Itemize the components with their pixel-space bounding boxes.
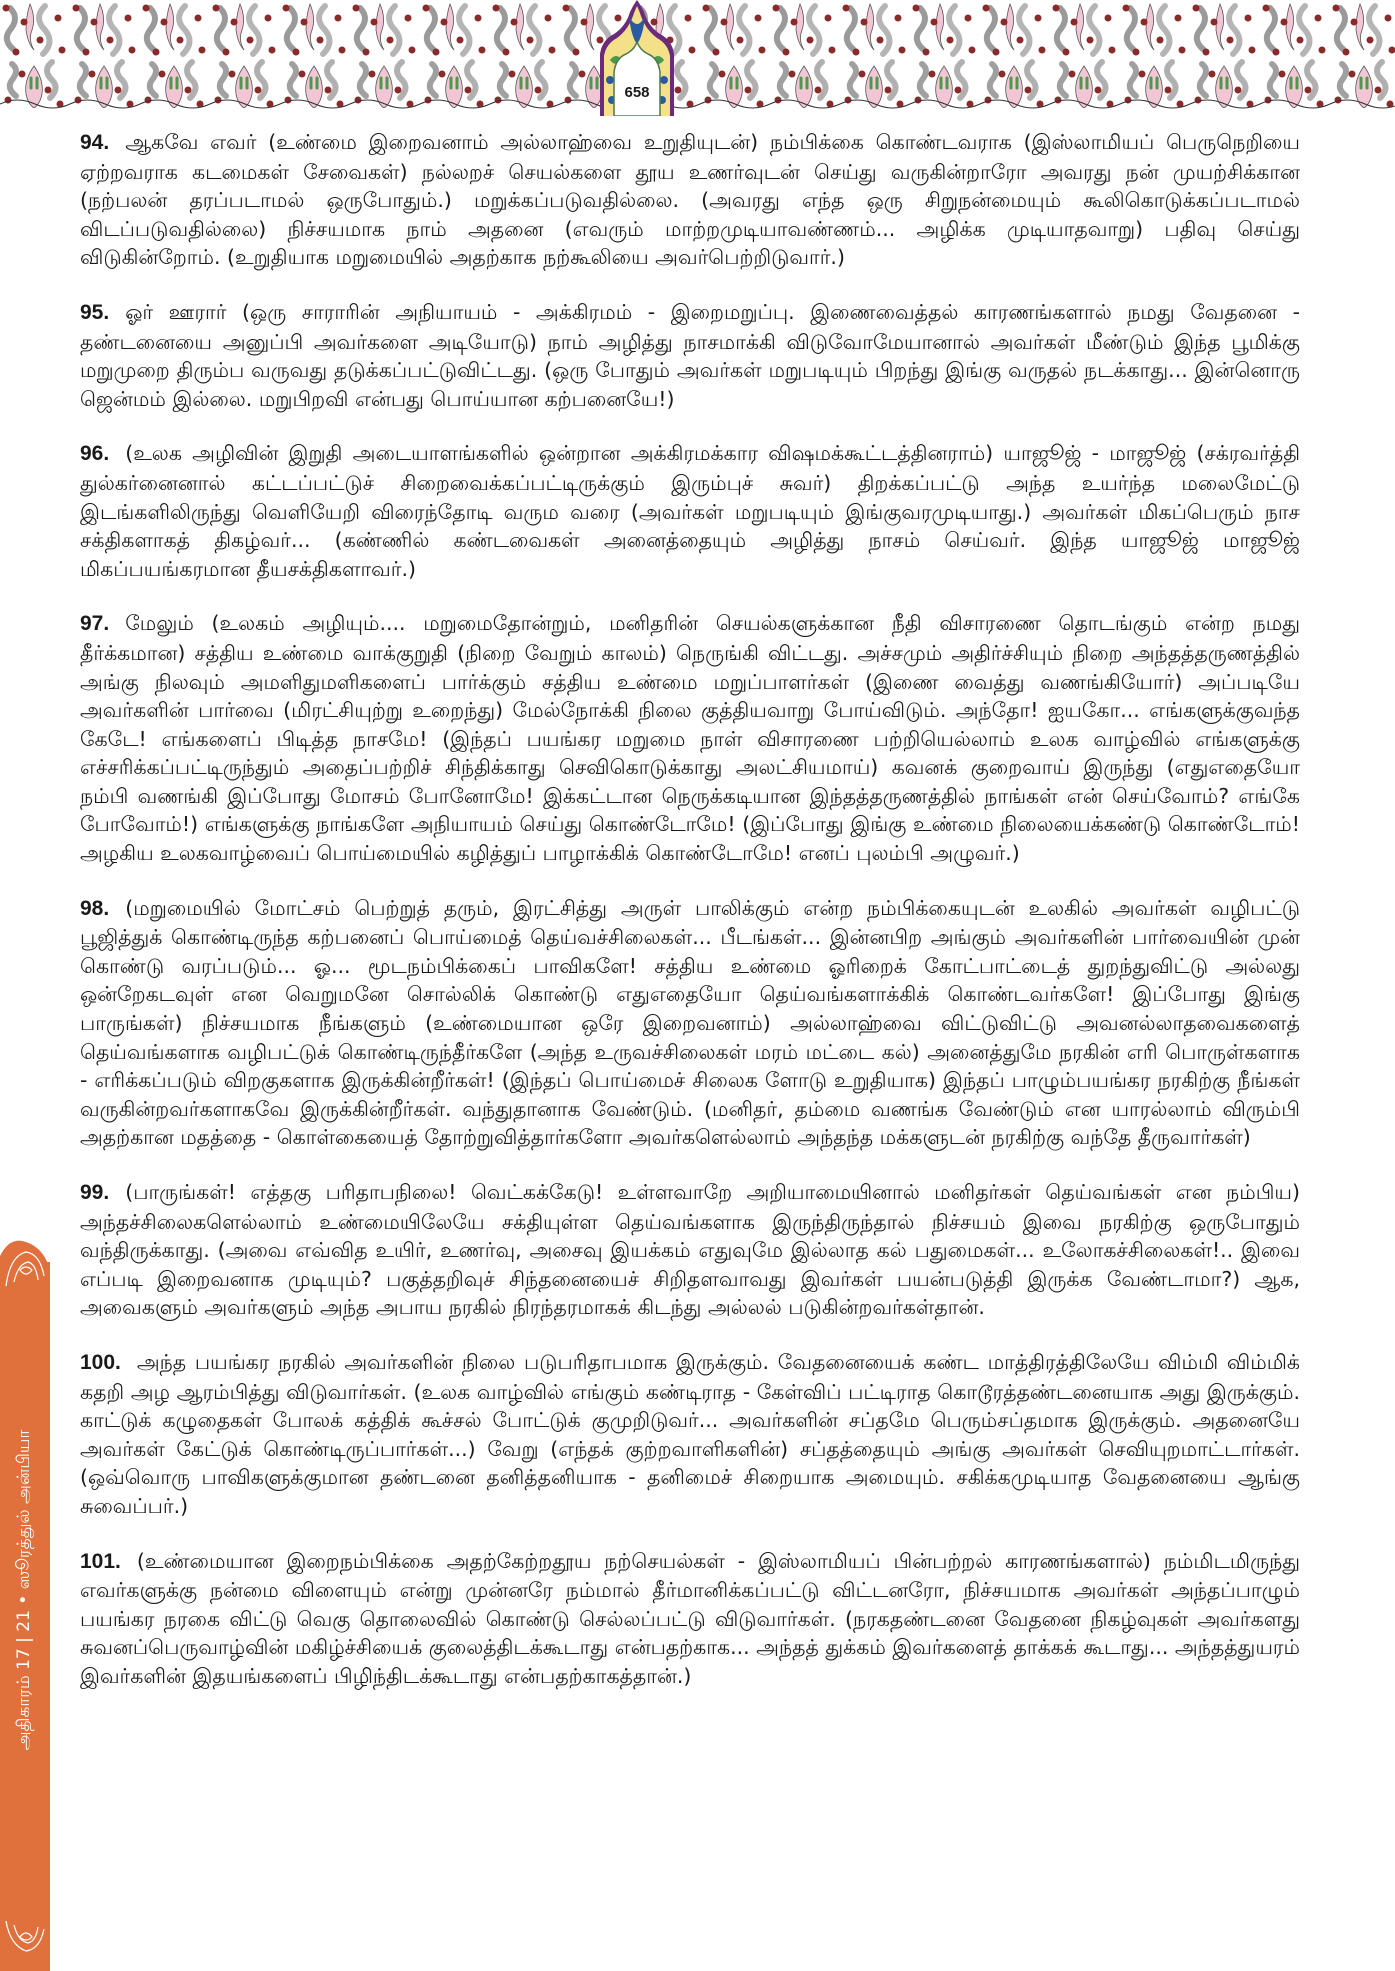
verse-number: 95. xyxy=(80,300,110,324)
verse-number: 96. xyxy=(80,442,110,466)
verse-101 xyxy=(80,1547,1300,1691)
verse-text: அந்த பயங்கர நரகில் அவர்களின் நிலை படுபரிதாபமாக இருக்கும். வேதனையைக் கண்ட மாத்திரத்திலேயே விம்மி விம்மிக் கதறி அழ ஆரம்பித்து விடுவார்கள். (உலக வாழ்வில் எங்கும் கண்டிராத - கேள்விப் பட்டிராத கொடூரத்தண்டனையாக அது இருக்கும். காட்டுக் கழுதைகள் போலக் கத்திக் கூச்சல் போட்டுக் குமுறிடுவர்... அவர்களின் சப்தமே பெரும்சப்தமாக இருக்கும். அதனையே அவர்கள் கேட்டுக் கொண்டிருப்பார்கள்...) வேறு (எந்தக் குற்றவாளிகளின்) சப்தத்தையும் அங்கு அவர்கள் செவியுறமாட்டார்கள். (ஒவ்வொரு பாவிகளுக்குமான தண்டனை தனித்தனியாக - தனிமைச் சிறையாக அமையும். சகிக்கமுடியாத வேதனையை ஆங்கு சுவைப்பர்.) xyxy=(80,1349,1300,1518)
verse-text: (உண்மையான இறைநம்பிக்கை அதற்கேற்றதூய நற்செயல்கள் - இஸ்லாமியப் பின்பற்றல் காரணங்களால்) நம்மிடமிருந்து எவர்களுக்கு நன்மை விளையும் என்று முன்னரே நம்மால் தீர்மானிக்கப்பட்டு விட்டனரோ, நிச்சயமாக அவர்கள் அந்தப்பாழும் பயங்கர நரகை விட்டு வெகு தொலைவில் கொண்டு செல்லப்பட்டு விடுவார்கள். (நரகதண்டனை வேதனை நிகழ்வுகள் அவர்களது சுவனப்பெருவாழ்வின் மகிழ்ச்சியைக் குலைத்திடக்கூடாது என்பதற்காக... அந்தத் துக்கம் இவர்களைத் தாக்கக் கூடாது... அந்தத்துயரம் இவர்களின் இதயங்களைப் பிழிந்திடக்கூடாது என்பதற்காகத்தான்.) xyxy=(80,1548,1300,1688)
verse-number: 101. xyxy=(80,1549,121,1573)
page-number: 658 xyxy=(624,84,650,101)
lace-ornament-icon xyxy=(0,1236,52,1296)
verse-98 xyxy=(80,894,1300,1152)
verse-number: 99. xyxy=(80,1181,110,1204)
verse-100 xyxy=(80,1348,1300,1521)
lace-ornament-icon xyxy=(0,1911,52,1971)
verse-94 xyxy=(80,128,1300,272)
verse-text: மேலும் (உலகம் அழியும்.... மறுமைதோன்றும், மனிதரின் செயல்களுக்கான நீதி விசாரணை தொடங்கும் என்ற நமது தீர்க்கமான) சத்திய உண்மை வாக்குறுதி (நிறை வேறும் காலம்) நெருங்கி விட்டது. அச்சமும் அதிர்ச்சியும் நிறை அந்தத்தருணத்தில் அங்கு நிலவும் அமளிதுமளிகளைப் பார்க்கும் சத்திய உண்மை மறுப்பாளர்கள் (இணை வைத்து வணங்கியோர்) அப்படியே அவர்களின் பார்வை (மிரட்சியுற்று உறைந்து) மேல்நோக்கி நிலை குத்தியவாறு போய்விடும். அந்தோ! ஐயகோ... எங்களுக்குவந்த கேடே! எங்களைப் பிடித்த நாசமே! (இந்தப் பயங்கர மறுமை நாள் விசாரணை பற்றியெல்லாம் உலக வாழ்வில் எங்களுக்கு எச்சரிக்கப்பட்டிருந்தும் அதைப்பற்றிச் சிந்திக்காது செவிகொடுக்காது அலட்சியமாய்) கவனக் குறைவாய் இருந்து (எதுஎதையோ நம்பி வணங்கி இப்போது மோசம் போனோமே! இக்கட்டான நெருக்கடியான இந்தத்தருணத்தில் நாங்கள் என் செய்வோம்? எங்கே போவோம்!) எங்களுக்கு நாங்களே அநியாயம் செய்து கொண்டோமே! (இப்போது இங்கு உண்மை நிலையைக்கண்டு கொண்டோம்! அழகிய உலகவாழ்வைப் பொய்மையில் கழித்துப் பாழாக்கிக் கொண்டோமே! எனப் புலம்பி அழுவர்.) xyxy=(80,611,1300,866)
chapter-label: அதிகாரம் 17 | 21 • ஸூரத்துல் அன்பியா xyxy=(14,1429,34,1751)
verse-text: ஓர் ஊரார் (ஒரு சாராரின் அநியாயம் - அக்கிரமம் - இறைமறுப்பு. இணைவைத்தல் காரணங்களால் நமது வேதனை - தண்டனையை அனுப்பி அவர்களை அடியோடு) நாம் அழித்து நாசமாக்கி விடுவோமேயானால் அவர்கள் மீண்டும் இந்த பூமிக்கு மறுமுறை திரும்ப வருவது தடுக்கப்பட்டுவிட்டது. (ஒரு போதும் அவர்கள் மறுபடியும் பிறந்து இங்கு வருதல் நடக்காது... இன்னொரு ஜென்மம் இல்லை. மறுபிறவி என்பது பொய்யான கற்பனையே!) xyxy=(80,299,1300,411)
floral-pattern-icon xyxy=(0,0,1395,112)
verse-text: (பாருங்கள்! எத்தகு பரிதாபநிலை! வெட்கக்கேடு! உள்ளவாறே அறியாமையினால் மனிதர்கள் தெய்வங்கள் என நம்பிய) அந்தச்சிலைகளெல்லாம் உண்மையிலேயே சக்தியுள்ள தெய்வங்களாக இருந்திருந்தால் நிச்சயம் இவை நரகிற்கு ஒருபோதும் வந்திருக்காது. (அவை எவ்வித உயிர், உணர்வு, அசைவு இயக்கம் எதுவுமே இல்லாத கல் பதுமைகள்... உலோகச்சிலைகள்!.. இவை எப்படி இறைவனாக முடியும்? பகுத்தறிவுச் சிந்தனையைச் சிறிதளவாவது இவர்கள் பயன்படுத்தி இருக்க வேண்டாமா?) ஆக, அவைகளும் அவர்களும் அந்த அபாய நரகில் நிரந்தரமாகக் கிடந்து அல்லல் படுகின்றவர்கள்தான். xyxy=(80,1180,1300,1320)
verse-text: (உலக அழிவின் இறுதி அடையாளங்களில் ஒன்றான அக்கிரமக்கார விஷமக்கூட்டத்தினராம்) யாஜூஜ் - மாஜூஜ் (சக்ரவர்த்தி துல்கர்னைனால் கட்டப்பட்டுச் சிறைவைக்கப்பட்டிருக்கும் இரும்புச் சுவர்) திறக்கப்பட்டு அந்த உயர்ந்த மலைமேட்டு இடங்களிலிருந்து வெளியேறி விரைந்தோடி வரும வரை (அவர்கள் மறுபடியும் இங்குவரமுடியாது.) அவர்கள் மிகப்பெரும் நாச சக்திகளாகத் திகழ்வர்... (கண்ணில் கண்டவைகள் அனைத்தையும் அழித்து நாசம் செய்வர். இந்த யாஜூஜ் மாஜூஜ் மிகப்பயங்கரமான தீயசக்திகளாவர்.) xyxy=(80,441,1300,581)
verse-list xyxy=(80,128,1300,1717)
verse-number: 94. xyxy=(80,131,110,154)
verse-96 xyxy=(80,439,1300,583)
verse-text: (மறுமையில் மோட்சம் பெற்றுத் தரும், இரட்சித்து அருள் பாலிக்கும் என்ற நம்பிக்கையுடன் உலகில் அவர்கள் வழிபட்டு பூஜித்துக் கொண்டிருந்த கற்பனைப் பொய்மைத் தெய்வச்சிலைகள்... பீடங்கள்... இன்னபிற அங்கும் அவர்களின் பார்வையின் முன் கொண்டு வரப்படும்... ஓ... மூடநம்பிக்கைப் பாவிகளே! சத்திய உண்மை ஓரிறைக் கோட்பாட்டைத் துறந்துவிட்டு அல்லது ஒன்றேகடவுள் என வெறுமனே சொல்லிக் கொண்டு எதுஎதையோ தெய்வங்களாக்கிக் கொண்டவர்களே! இப்போது இங்கு பாருங்கள்) நிச்சயமாக நீங்களும் (உண்மையான ஒரே இறைவனாம்) அல்லாஹ்வை விட்டுவிட்டு அவனல்லாதவைகளைத் தெய்வங்களாக வழிபட்டுக் கொண்டிருந்தீர்களே (அந்த உருவச்சிலைகள் மரம் மட்டை கல்) அனைத்துமே நரகின் எரி பொருள்களாக - எரிக்கப்படும் விறகுகளாக இருக்கின்றீர்கள்! (இந்தப் பொய்மைச் சிலைக ளோடு உறுதியாக) இந்தப் பாழும்பயங்கர நரகிற்கு நீங்கள் வருகின்றவர்களாகவே இருக்கின்றீர்கள். வந்துதானாக வேண்டும். (மனிதர், தம்மை வணங்க வேண்டும் என யாரல்லாம் விரும்பி அதற்கான மதத்தை - கொள்கையைத் தோற்றுவித்தார்களோ அவர்களெல்லாம் அந்தந்த மக்களுடன் நரகிற்கு வந்தே தீருவார்கள்) xyxy=(80,895,1300,1150)
verse-number: 98. xyxy=(80,896,110,920)
verse-95 xyxy=(80,298,1300,413)
verse-99 xyxy=(80,1178,1300,1322)
verse-number: 100. xyxy=(80,1350,121,1374)
verse-text: ஆகவே எவர் (உண்மை இறைவனாம் அல்லாஹ்வை உறுதியுடன்) நம்பிக்கை கொண்டவராக (இஸ்லாமியப் பெருநெறியை ஏற்றவராக கடமைகள் சேவைகள்) நல்லறச் செயல்களை தூய உணர்வுடன் செய்து வருகின்றாரோ அவரது நன் முயற்சிக்கான (நற்பலன் தரப்படாமல் ஒருபோதும்.) மறுக்கப்படுவதில்லை. (அவரது எந்த ஒரு சிறுநன்மையும் கூலிகொடுக்கப்படாமல் விடப்படுவதில்லை) நிச்சயமாக நாம் அதனை (எவரும் மாற்றமுடியாவண்ணம்... அழிக்க முடியாதவாறு) பதிவு செய்து விடுகின்றோம். (உறுதியாக மறுமையில் அதற்காக நற்கூலியை அவர்பெற்றிடுவார்.) xyxy=(80,130,1300,270)
verse-number: 97. xyxy=(80,612,110,636)
verse-97 xyxy=(80,609,1300,867)
ornamental-header-border xyxy=(0,0,1395,112)
